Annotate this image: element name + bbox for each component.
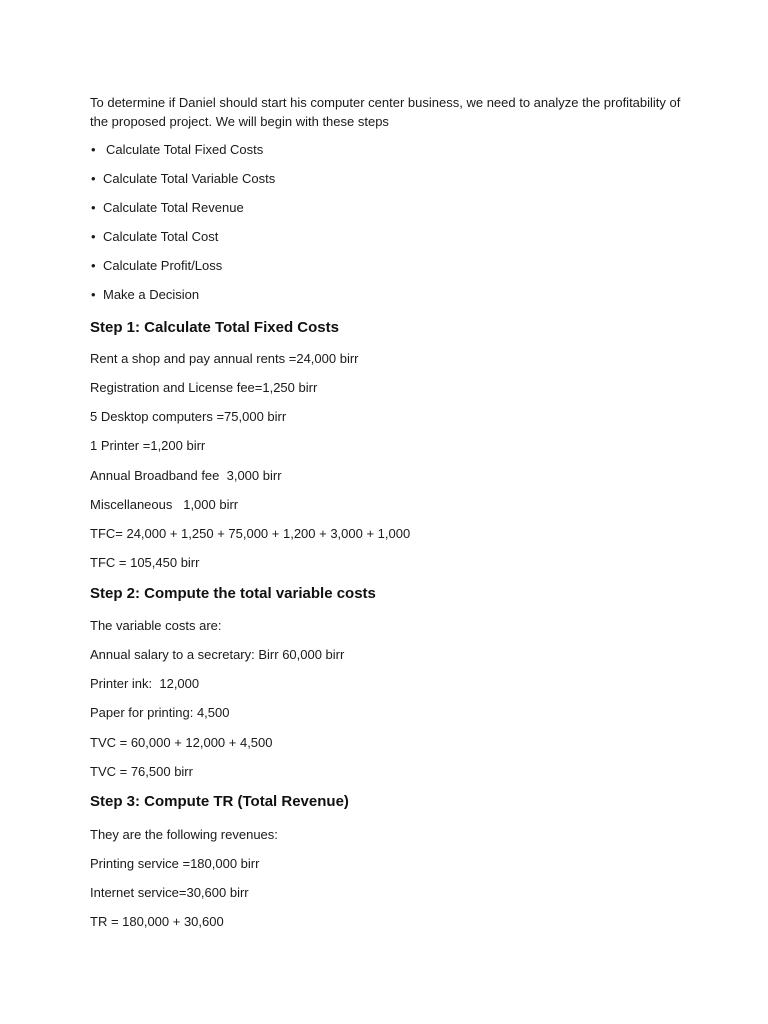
tvc-formula: TVC = 60,000 + 12,000 + 4,500 [90, 735, 273, 750]
fixed-cost-miscellaneous: Miscellaneous 1,000 birr [90, 497, 239, 512]
bullet-icon: • [91, 200, 96, 215]
list-item-text: Make a Decision [103, 287, 200, 302]
list-item [90, 285, 275, 314]
bullet-icon: • [91, 229, 96, 244]
bullet-icon: • [91, 287, 96, 302]
revenue-printing: Printing service =180,000 birr [90, 856, 260, 871]
list-item-text: Calculate Profit/Loss [103, 258, 223, 273]
steps-list [90, 140, 275, 314]
variable-cost-paper: Paper for printing: 4,500 [90, 705, 230, 720]
step1-heading: Step 1: Calculate Total Fixed Costs [90, 319, 339, 336]
intro-paragraph: To determine if Daniel should start his computer center business, we need to analyze the profitability of the proposed project. We will begin with these steps [90, 95, 681, 129]
list-item [90, 169, 275, 198]
list-item [90, 198, 275, 227]
bullet-icon: • [91, 142, 96, 157]
list-item-text: Calculate Total Cost [103, 229, 219, 244]
list-item-text: Calculate Total Fixed Costs [106, 142, 264, 157]
list-item-text: Calculate Total Variable Costs [103, 171, 276, 186]
fixed-cost-broadband: Annual Broadband fee 3,000 birr [90, 468, 282, 483]
list-item [90, 256, 275, 285]
bullet-icon: • [91, 258, 96, 273]
step3-heading: Step 3: Compute TR (Total Revenue) [90, 793, 349, 810]
list-item [90, 227, 275, 256]
bullet-icon: • [91, 171, 96, 186]
step2-heading: Step 2: Compute the total variable costs [90, 585, 376, 602]
tr-formula: TR = 180,000 + 30,600 [90, 914, 224, 929]
fixed-cost-computers: 5 Desktop computers =75,000 birr [90, 409, 287, 424]
list-item-text: Calculate Total Revenue [103, 200, 244, 215]
variable-costs-intro: The variable costs are: [90, 618, 222, 633]
revenue-internet: Internet service=30,600 birr [90, 885, 249, 900]
variable-cost-ink: Printer ink: 12,000 [90, 676, 200, 691]
tvc-result: TVC = 76,500 birr [90, 764, 193, 779]
fixed-cost-printer: 1 Printer =1,200 birr [90, 438, 206, 453]
fixed-cost-rent: Rent a shop and pay annual rents =24,000 birr [90, 351, 359, 366]
revenues-intro: They are the following revenues: [90, 827, 278, 842]
list-item [90, 140, 275, 169]
tfc-formula: TFC= 24,000 + 1,250 + 75,000 + 1,200 + 3,000 + 1,000 [90, 526, 411, 541]
variable-cost-salary: Annual salary to a secretary: Birr 60,000 birr [90, 647, 345, 662]
tfc-result: TFC = 105,450 birr [90, 555, 200, 570]
fixed-cost-registration: Registration and License fee=1,250 birr [90, 380, 318, 395]
